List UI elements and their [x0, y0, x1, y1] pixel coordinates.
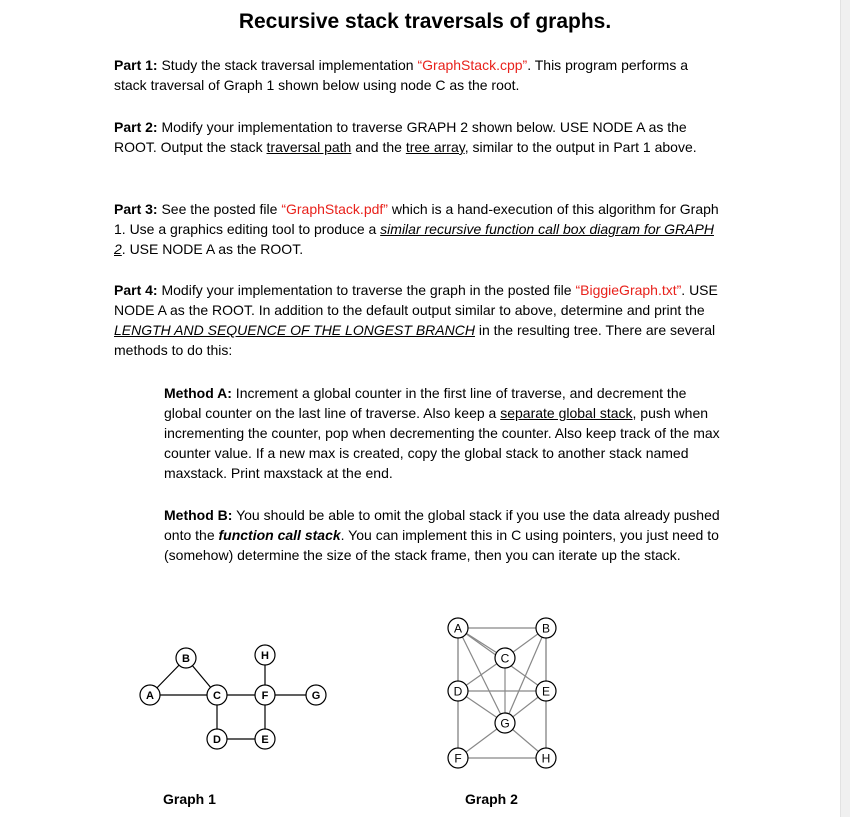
g1-node-label-c: C: [213, 689, 221, 702]
scrollbar[interactable]: [840, 0, 850, 817]
g2-node-label-h: H: [541, 751, 551, 766]
part2-text3: , similar to the output in Part 1 above.: [464, 139, 697, 155]
g1-node-label-g: G: [311, 689, 321, 702]
g1-node-label-h: H: [261, 649, 269, 662]
method-a-global-stack: separate global stack: [500, 405, 633, 421]
part4-text2: . USE NODE A as the ROOT. In addition to the default output similar to above, determine and print the: [114, 282, 718, 318]
part4-text3: in the resulting tree. There are several methods to do this:: [114, 322, 716, 358]
graph1-diagram: [130, 635, 340, 765]
method-a-text: Increment a global counter in the first line of traverse, and decrement the global counter on the last line of traverse. Also keep a: [164, 385, 687, 421]
page-title: Recursive stack traversals of graphs.: [238, 10, 612, 33]
part2-text: Modify your implementation to traverse GRAPH 2 shown below. USE NODE A as the ROOT. Output the stack: [114, 119, 687, 155]
method-a-text2: , push when incrementing the counter, pop when decrementing the counter. Also keep track of the max counter value. If a new max is created, copy the global stack to another stack named maxstack. Print maxstack at the end.: [164, 405, 720, 481]
g2-node-label-g: G: [500, 716, 510, 731]
graph2-caption: Graph 2: [465, 791, 518, 807]
part3-text3: . USE NODE A as the ROOT.: [121, 241, 304, 257]
part1-text: Study the stack traversal implementation: [157, 57, 418, 73]
part1-text2: . This program performs a stack traversal of Graph 1 shown below using node C as the root.: [114, 57, 688, 93]
method-a-paragraph: [164, 383, 724, 483]
g2-edge-a-g: [458, 628, 505, 723]
part4-text: Modify your implementation to traverse the graph in the posted file: [157, 282, 576, 298]
part2-text2: and the: [351, 139, 406, 155]
g1-node-label-b: B: [182, 652, 190, 665]
part3-diagram-link: similar recursive function call box diagram for GRAPH 2: [114, 221, 714, 257]
part2-paragraph: [114, 117, 724, 157]
part3-label: Part 3:: [114, 201, 158, 217]
g2-node-label-d: D: [453, 684, 463, 699]
method-b-text: You should be able to omit the global stack if you use the data already pushed onto the: [164, 507, 720, 543]
part4-paragraph: [114, 280, 724, 360]
part3-text2: which is a hand-execution of this algorithm for Graph 1. Use a graphics editing tool to produce a: [114, 201, 719, 237]
part3-filename: “GraphStack.pdf”: [281, 201, 388, 217]
g1-node-label-a: A: [146, 689, 154, 702]
part1-paragraph: [114, 55, 724, 95]
g2-node-label-b: B: [541, 621, 551, 636]
part1-filename: “GraphStack.cpp”: [417, 57, 528, 73]
method-b-text2: . You can implement this in C using pointers, you just need to (somehow) determine the size of the stack frame, then you can iterate up the stack.: [164, 527, 719, 563]
part2-tree-array: tree array: [405, 139, 465, 155]
g1-node-label-d: D: [213, 733, 221, 746]
method-a-label: Method A:: [164, 385, 232, 401]
part3-paragraph: [114, 199, 724, 259]
method-b-call-stack: function call stack: [218, 527, 341, 543]
part2-traversal-path: traversal path: [266, 139, 352, 155]
part3-text: See the posted file: [157, 201, 282, 217]
g2-edge-b-g: [505, 628, 546, 723]
g1-node-label-e: E: [261, 733, 269, 746]
g2-node-label-f: F: [454, 751, 462, 766]
g1-node-label-f: F: [261, 689, 269, 702]
part2-label: Part 2:: [114, 119, 158, 135]
method-b-label: Method B:: [164, 507, 233, 523]
graph2-diagram: [440, 615, 570, 775]
graph1-caption: Graph 1: [163, 791, 216, 807]
g2-node-label-a: A: [453, 621, 463, 636]
part4-label: Part 4:: [114, 282, 158, 298]
g2-node-label-e: E: [541, 684, 551, 699]
part4-longest-branch: LENGTH AND SEQUENCE OF THE LONGEST BRANCH: [114, 322, 475, 338]
method-b-paragraph: [164, 505, 724, 565]
part4-filename: “BiggieGraph.txt”: [575, 282, 682, 298]
g2-node-label-c: C: [500, 651, 510, 666]
part1-label: Part 1:: [114, 57, 158, 73]
